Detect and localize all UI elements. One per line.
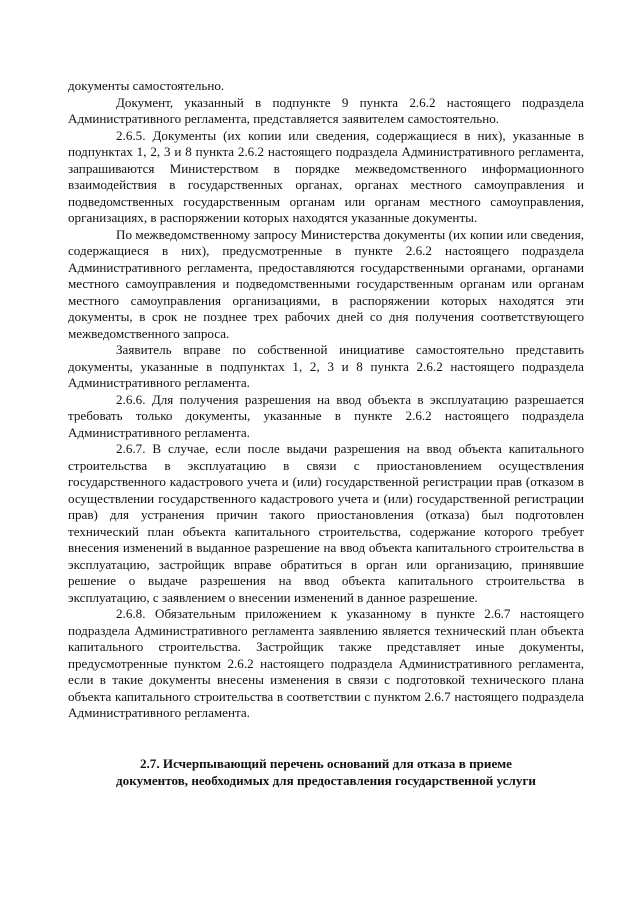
paragraph-interagency-request: По межведомственному запросу Министерства документы (их копии или сведения, содержащиеся в них), предусмотренные в пункте 2.6.2 настоящего подраздела Административного регламента, предоставляются государственными органами, органами местного самоуправления и подведомственными государственным органам или органам местного самоуправления организациями, в распоряжении которых находятся эти документы, в срок не позднее трех рабочих дней со дня получения соответствующего межведомственного запроса. <box>68 226 584 341</box>
paragraph-2-6-5: 2.6.5. Документы (их копии или сведения, содержащиеся в них), указанные в подпунктах 1, 2, 3 и 8 пункта 2.6.2 настоящего подраздела Административного регламента, запрашиваются Министерством в порядке межведомственного информационного взаимодействия в государственных органах, органах местного самоуправления и подведомственных государственным органам или органам местного самоуправления, организациях, в распоряжении которых находятся указанные документы. <box>68 127 584 225</box>
paragraph-applicant-right: Заявитель вправе по собственной инициативе самостоятельно представить документы, указанные в подпунктах 1, 2, 3 и 8 пункта 2.6.2 настоящего подраздела Административного регламента. <box>68 342 584 390</box>
section-heading-line-2: документов, необходимых для предоставления государственной услуги <box>116 772 536 788</box>
section-heading-2-7 <box>68 755 584 789</box>
paragraph-2-6-7: 2.6.7. В случае, если после выдачи разрешения на ввод объекта капитального строительства в эксплуатацию в связи с приостановлением осуществления государственного кадастрового учета и (или) государственной регистрации прав (отказом в осуществлении государственного кадастрового учета и (или) государственной регистрации прав) для устранения причин такого приостановления (отказа) был подготовлен технический план объекта капитального строительства, содержание которого требует внесения изменений в выданное разрешение на ввод объекта капитального строительства в эксплуатацию, застройщик вправе обратиться в орган или организацию, принявшие решение о выдаче разрешения на ввод объекта капитального строительства в эксплуатацию, с заявлением о внесении изменений в данное разрешение. <box>68 441 584 605</box>
paragraph-continuation: документы самостоятельно. <box>68 78 225 93</box>
paragraph-2-6-8: 2.6.8. Обязательным приложением к указанному в пункте 2.6.7 настоящего подраздела Административного регламента заявлению является технический план объекта капитального строительства. Застройщик также представляет иные документы, предусмотренные пунктом 2.6.2 настоящего подраздела Административного регламента, если в такие документы внесены изменения в связи с подготовкой технического плана объекта капитального строительства в соответствии с пунктом 2.6.7 настоящего подраздела Административного регламента. <box>68 606 584 720</box>
section-heading-line-1: 2.7. Исчерпывающий перечень оснований для отказа в приеме <box>139 755 512 771</box>
document-page <box>68 78 584 789</box>
paragraph-document-item-9: Документ, указанный в подпункте 9 пункта 2.6.2 настоящего подраздела Административного регламента, представляется заявителем самостоятельно. <box>68 94 584 126</box>
paragraph-2-6-6: 2.6.6. Для получения разрешения на ввод объекта в эксплуатацию разрешается требовать только документы, указанные в пункте 2.6.2 настоящего подраздела Административного регламента. <box>68 391 584 440</box>
